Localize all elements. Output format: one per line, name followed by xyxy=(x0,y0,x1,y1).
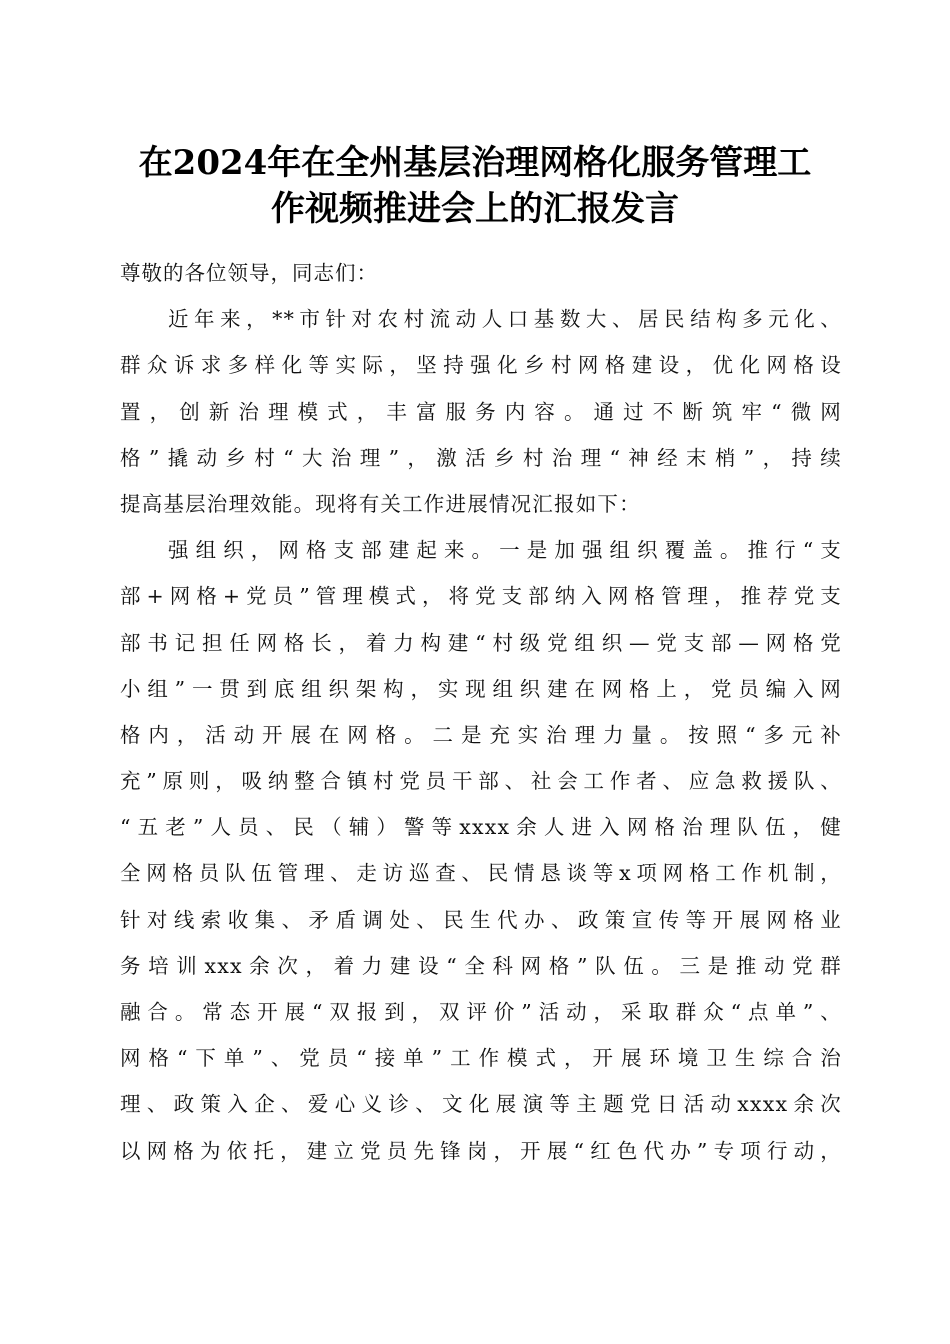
text-line: 充”原则，吸纳整合镇村党员干部、社会工作者、应急救援队、 xyxy=(120,769,842,794)
text-line: 格”撬动乡村“大治理”，激活乡村治理“神经末梢”，持续 xyxy=(120,445,842,470)
text-line: 小组”一贯到底组织架构，实现组织建在网格上，党员编入网 xyxy=(120,676,842,701)
text-line: 群众诉求多样化等实际，坚持强化乡村网格建设，优化网格设 xyxy=(120,353,842,378)
text-line: 务培训xxx余次，着力建设“全科网格”队伍。三是推动党群 xyxy=(120,953,842,978)
text-line: 针对线索收集、矛盾调处、民生代办、政策宣传等开展网格业 xyxy=(120,907,842,932)
text-line: 全网格员队伍管理、走访巡查、民情恳谈等x项网格工作机制， xyxy=(120,861,842,886)
text-line: “五老”人员、民（辅）警等xxxx余人进入网格治理队伍，健 xyxy=(120,815,842,840)
text-line: 格内，活动开展在网格。二是充实治理力量。按照“多元补 xyxy=(120,722,842,747)
text-line: 网格“下单”、党员“接单”工作模式，开展环境卫生综合治 xyxy=(120,1046,842,1071)
title-line-2: 作视频推进会上的汇报发言 xyxy=(271,189,679,229)
text-line: 融合。常态开展“双报到，双评价”活动，采取群众“点单”、 xyxy=(120,1000,842,1024)
text-line: 近年来，**市针对农村流动人口基数大、居民结构多元化、 xyxy=(168,307,842,332)
text-line: 提高基层治理效能。现将有关工作进展情况汇报如下： xyxy=(120,491,641,516)
salutation: 尊敬的各位领导，同志们： xyxy=(120,261,378,285)
text-line: 以网格为依托，建立党员先锋岗，开展“红色代办”专项行动， xyxy=(120,1138,842,1163)
text-line: 强组织，网格支部建起来。一是加强组织覆盖。推行“支 xyxy=(168,538,842,563)
text-line: 置，创新治理模式，丰富服务内容。通过不断筑牢“微网 xyxy=(120,399,842,424)
text-line: 理、政策入企、爱心义诊、文化展演等主题党日活动xxxx余次 xyxy=(120,1092,842,1117)
document-title xyxy=(70,140,880,232)
document-body xyxy=(120,250,842,1174)
title-line-1: 在2024年在全州基层治理网格化服务管理工 xyxy=(138,143,812,183)
text-line: 部书记担任网格长，着力构建“村级党组织—党支部—网格党 xyxy=(120,630,842,655)
text-line: 部+网格+党员”管理模式，将党支部纳入网格管理，推荐党支 xyxy=(120,584,842,609)
